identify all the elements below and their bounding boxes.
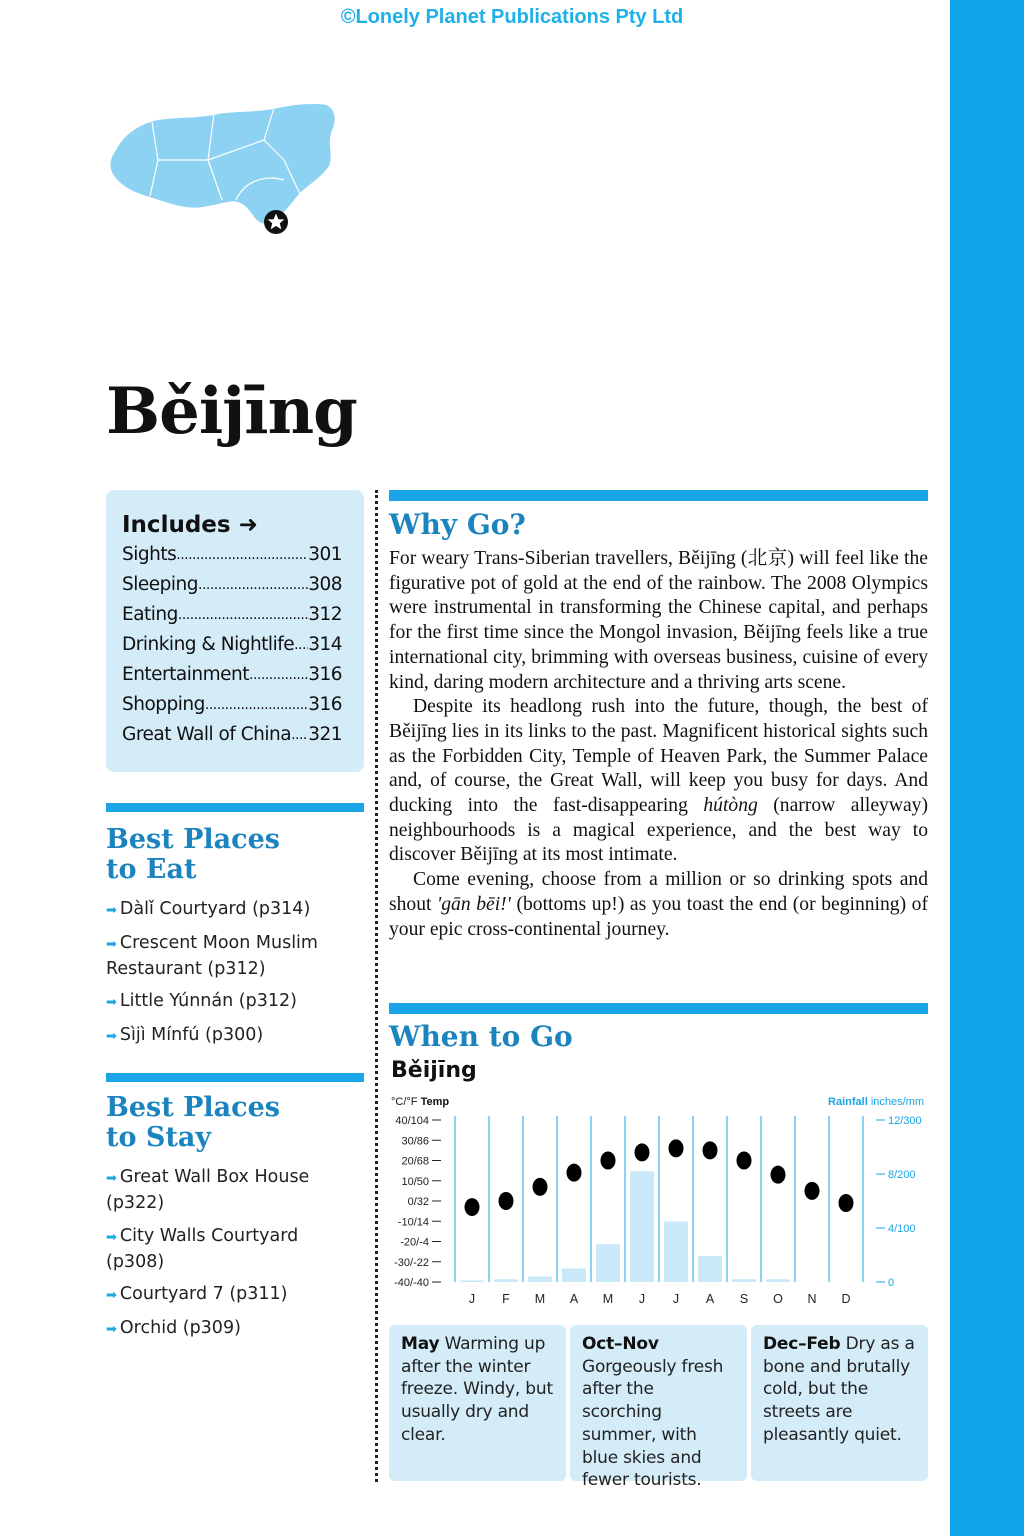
best-stay-item-label: Orchid (p309) (119, 1317, 241, 1338)
left-axis-tick-label: 10/50 (401, 1175, 429, 1188)
includes-item (122, 660, 342, 690)
month-label: D (841, 1292, 851, 1306)
why-go-term: 'gān bēi!' (437, 893, 511, 915)
includes-item-page: 314 (308, 634, 342, 655)
best-stay-item (106, 1316, 356, 1342)
month-label: J (468, 1292, 476, 1306)
right-axis-tick-label: 4/100 (888, 1223, 916, 1235)
arrow-right-icon: ➡ (106, 936, 117, 952)
left-axis-tick-label: 20/68 (401, 1155, 429, 1168)
rainfall-bar (664, 1222, 688, 1282)
best-stay-item-label: Courtyard 7 (p311) (119, 1284, 288, 1304)
left-axis-tick-label: 30/86 (401, 1135, 429, 1148)
right-axis-tick-label: 8/200 (888, 1169, 916, 1181)
best-stay-item (106, 1224, 356, 1275)
month-label: A (705, 1292, 715, 1306)
rainfall-bar (766, 1279, 790, 1282)
includes-item-page: 316 (308, 694, 342, 715)
temperature-dot (567, 1164, 582, 1182)
rainfall-bar (630, 1171, 654, 1282)
best-eat-heading-line2: to Eat (106, 854, 197, 885)
month-label: F (502, 1292, 510, 1306)
why-go-paragraph (389, 868, 928, 942)
temperature-dot (465, 1198, 480, 1216)
leader-dots (291, 720, 308, 750)
includes-item (122, 540, 342, 570)
includes-item-page: 312 (308, 604, 342, 625)
leader-dots (249, 660, 308, 690)
leader-dots (178, 600, 308, 630)
locator-map (104, 100, 339, 240)
why-go-paragraph (389, 695, 928, 868)
best-stay-item (106, 1282, 356, 1308)
arrow-right-icon: ➡ (106, 1288, 117, 1303)
season-card (389, 1325, 566, 1481)
leader-dots (294, 630, 308, 660)
rainfall-bar (528, 1277, 552, 1282)
month-label: J (638, 1292, 646, 1306)
right-axis-tick-label: 12/300 (888, 1115, 922, 1127)
why-go-heading: Why Go? (389, 508, 526, 541)
rainfall-bar (698, 1256, 722, 1282)
rainfall-bar (562, 1269, 586, 1283)
includes-item-page: 301 (308, 544, 342, 565)
copyright-notice: ©Lonely Planet Publications Pty Ltd (340, 6, 684, 28)
best-eat-list (106, 897, 356, 1056)
left-axis-unit: °C/°F (391, 1096, 418, 1108)
leader-dots (198, 570, 308, 600)
temperature-dot (533, 1178, 548, 1196)
season-cards (389, 1325, 928, 1491)
best-eat-item-label: Dàlǐ Courtyard (p314) (119, 899, 311, 919)
month-label: S (739, 1292, 749, 1306)
includes-item (122, 630, 342, 660)
temperature-dot (805, 1182, 820, 1200)
best-stay-heading-line1: Best Places (106, 1092, 280, 1123)
chart-city-title: Běijīng (391, 1058, 477, 1083)
why-go-text: Come evening, choose from a million or so drinking spots and shout (389, 869, 928, 915)
temperature-dot (839, 1194, 854, 1212)
best-stay-item (106, 1165, 356, 1216)
season-card (570, 1325, 747, 1491)
season-card-text: Gorgeously fresh after the scorching summer, with blue skies and fewer tourists. (582, 1356, 724, 1491)
includes-heading: Includes ➜ (122, 512, 258, 538)
includes-item-label: Drinking & Nightlife (122, 634, 295, 655)
month-label: M (534, 1292, 546, 1306)
right-axis-title (828, 1096, 924, 1108)
climate-chart (389, 1090, 929, 1310)
includes-item-label: Eating (122, 604, 178, 625)
why-go-text: (bottoms up!) as you toast the end (or beginning) of your epic cross-continental journey. (389, 893, 928, 940)
left-axis-title (391, 1096, 449, 1108)
month-label: M (602, 1292, 614, 1306)
includes-box (106, 490, 364, 772)
map-landmass (110, 103, 336, 224)
season-card-text: Dry as a bone and brutally cold, but the streets are pleasantly quiet. (763, 1334, 915, 1445)
section-rule (389, 1003, 928, 1014)
left-axis-tick-label: 0/32 (407, 1196, 429, 1208)
temperature-dot (635, 1143, 650, 1161)
temperature-dot (703, 1141, 718, 1159)
season-card-title: Oct–Nov (582, 1334, 659, 1354)
includes-item-label: Entertainment (122, 664, 249, 685)
best-stay-item-label: City Walls Courtyard (p308) (106, 1225, 299, 1272)
month-label: O (773, 1292, 783, 1306)
why-go-text: (narrow alleyway) neighbourhoods is a magical experience, and the best way to discover Běijīng at its most intimate. (389, 795, 928, 866)
month-label: N (807, 1292, 817, 1306)
includes-item-label: Sleeping (122, 574, 198, 595)
includes-list (122, 540, 342, 750)
chart-plot-area (394, 1115, 922, 1306)
left-axis-tick-label: -10/14 (397, 1216, 429, 1229)
includes-item-page: 316 (308, 664, 342, 685)
best-eat-item-label: Little Yúnnán (p312) (119, 991, 297, 1011)
season-card-text: Warming up after the winter freeze. Windy, but usually dry and clear. (401, 1334, 553, 1445)
rainfall-bar (732, 1279, 756, 1282)
why-go-text: For weary Trans-Siberian travellers, Běijīng (北京) will feel like the figurative pot of gold at the end of the rainbow. The 2008 Olympics were instrumental in transforming the Chinese capital, and perhaps for the first time since the Mongol invasion, Běijīng feels like a true international city, brimming with overseas business, cuisine of every kind, daring modern architecture and a thriving arts scene. (389, 548, 928, 693)
best-stay-heading-line2: to Stay (106, 1122, 212, 1153)
section-rule (106, 1073, 364, 1082)
best-eat-item-label: Crescent Moon Muslim Restaurant (p312) (106, 932, 318, 979)
best-eat-item (106, 1023, 356, 1049)
temperature-dot (601, 1152, 616, 1170)
includes-item-label: Great Wall of China (122, 724, 292, 745)
rainfall-bar (596, 1244, 620, 1282)
section-rule (106, 803, 364, 812)
includes-item (122, 690, 342, 720)
best-eat-heading-line1: Best Places (106, 824, 280, 855)
left-axis-tick-label: 40/104 (395, 1115, 429, 1127)
best-stay-item-label: Great Wall Box House (p322) (106, 1167, 310, 1213)
left-axis-name: Temp (420, 1096, 450, 1108)
leader-dots (205, 690, 308, 720)
why-go-paragraph (389, 547, 928, 695)
temperature-dot (499, 1192, 514, 1210)
rainfall-bar (494, 1279, 518, 1282)
right-axis-tick-label: 0 (888, 1277, 895, 1289)
includes-item-page: 308 (308, 574, 342, 595)
rainfall-bar (460, 1280, 484, 1282)
arrow-right-icon: ➡ (106, 1171, 117, 1186)
edge-tab-strip (950, 0, 1024, 1536)
when-to-go-heading: When to Go (389, 1020, 573, 1053)
arrow-right-icon: ➡ (106, 995, 117, 1010)
season-card-title: Dec–Feb (763, 1334, 841, 1354)
best-eat-item (106, 989, 356, 1015)
month-label: J (672, 1292, 680, 1306)
arrow-right-icon: ➡ (106, 903, 117, 918)
star-in-circle-icon (264, 210, 288, 234)
why-go-body (389, 547, 928, 942)
best-eat-heading (106, 825, 364, 885)
best-eat-item-label: Sìjì Mínfú (p300) (119, 1024, 264, 1045)
left-axis-tick-label: -40/-40 (394, 1277, 429, 1289)
column-divider (375, 490, 378, 1482)
month-label: A (569, 1292, 579, 1306)
temperature-dot (737, 1152, 752, 1170)
leader-dots (176, 540, 308, 570)
why-go-term: hútòng (703, 795, 758, 817)
includes-item-label: Shopping (122, 694, 205, 715)
best-stay-list (106, 1165, 356, 1349)
best-eat-item (106, 897, 356, 923)
right-axis-unit: inches/mm (870, 1096, 924, 1108)
temperature-dot (771, 1166, 786, 1184)
includes-item (122, 720, 342, 750)
includes-item-label: Sights (122, 544, 177, 565)
right-axis-name: Rainfall (828, 1096, 868, 1108)
includes-item-page: 321 (308, 724, 342, 745)
season-card-title: May (401, 1334, 440, 1354)
temperature-dot (669, 1139, 684, 1157)
best-eat-item (106, 931, 356, 982)
includes-item (122, 570, 342, 600)
section-rule (389, 490, 928, 501)
left-axis-tick-label: -20/-4 (400, 1236, 429, 1249)
page-title: Běijīng (106, 374, 357, 449)
includes-item (122, 600, 342, 630)
why-go-text: Despite its headlong rush into the future, though, the best of Běijīng lies in its links to the past. Magnificent historical sights such as the Forbidden City, Temple of Heaven Park, the Summer Palace and, of course, the Great Wall, will keep you busy for days. And ducking into the fast-disappearing (389, 696, 928, 817)
season-card (751, 1325, 928, 1481)
best-stay-heading (106, 1093, 364, 1153)
arrow-right-icon: ➡ (106, 1229, 117, 1245)
left-axis-tick-label: -30/-22 (394, 1256, 429, 1269)
arrow-right-icon: ➡ (106, 1321, 117, 1337)
arrow-right-icon: ➡ (106, 1028, 117, 1044)
